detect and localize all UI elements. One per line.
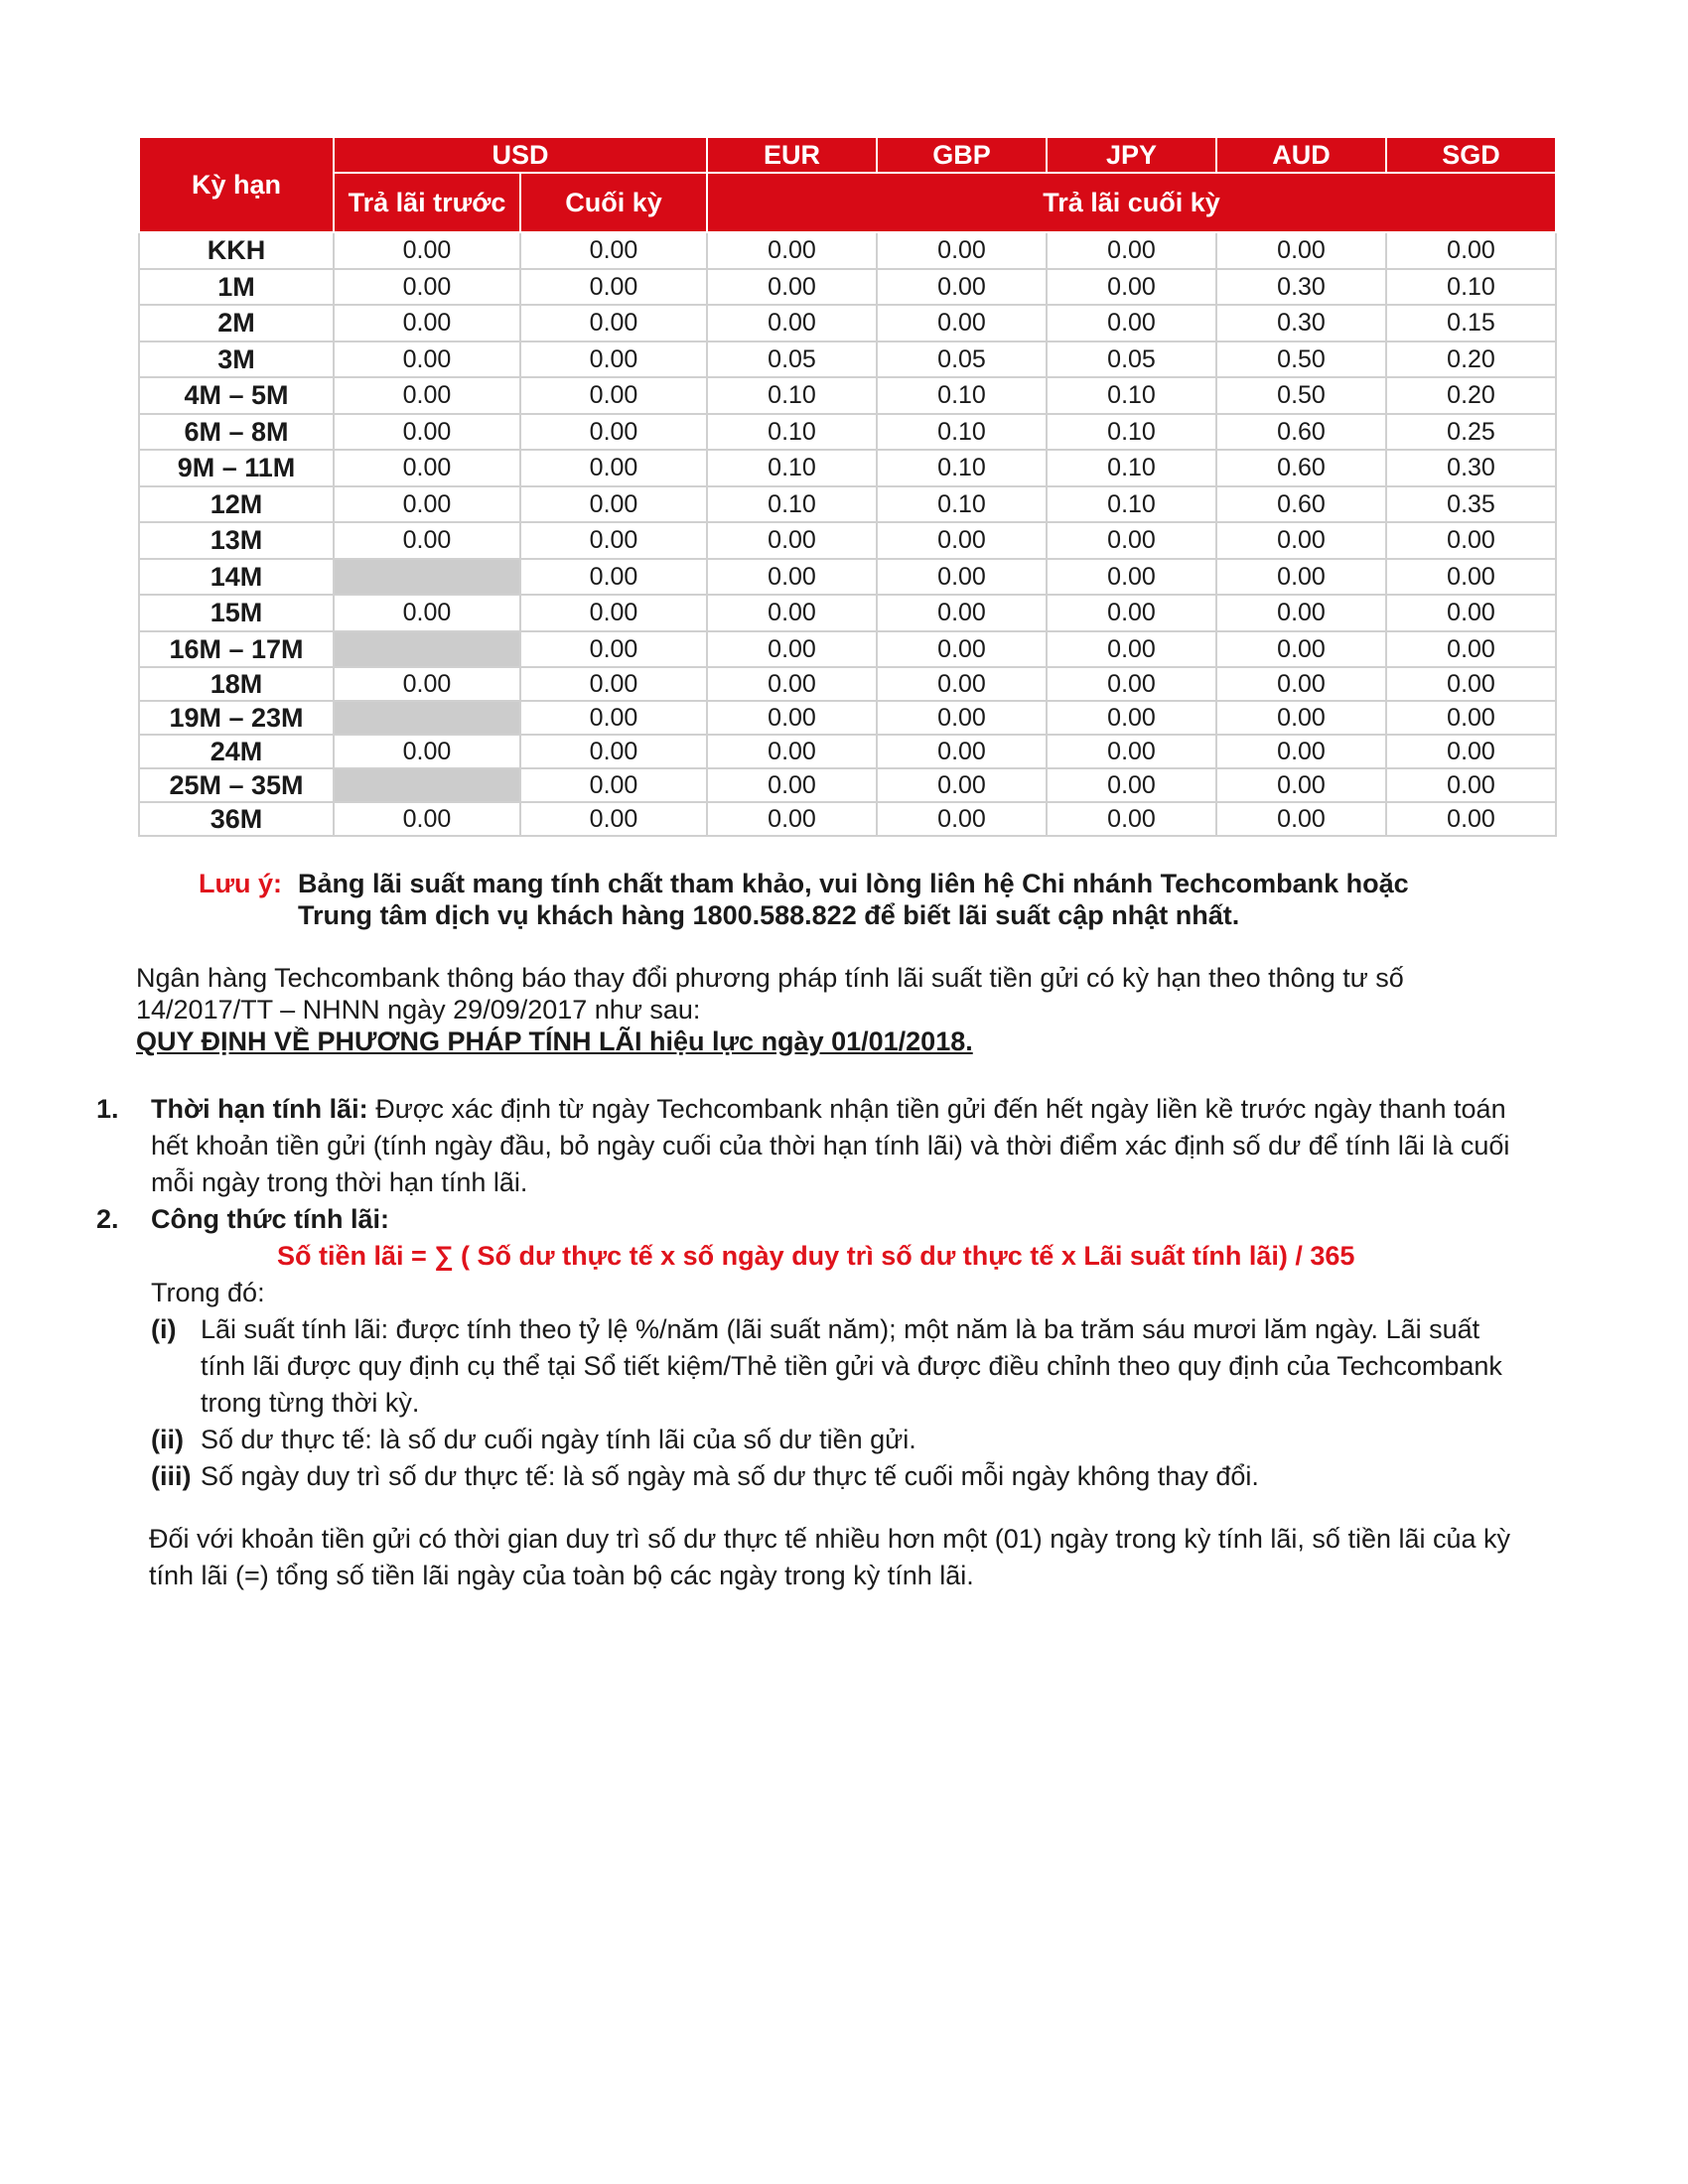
- rate-cell-aud: 0.00: [1216, 631, 1386, 668]
- rate-cell-aud: 0.60: [1216, 450, 1386, 486]
- term-cell: 16M – 17M: [139, 631, 334, 668]
- rate-cell-usd-end: 0.00: [520, 595, 707, 631]
- rate-cell-usd-end: 0.00: [520, 802, 707, 836]
- sub-i-line-1: Lãi suất tính lãi: được tính theo tỷ lệ %/năm (lãi suất năm); một năm là ba trăm sáu mươi lăm ngày. Lãi suất: [201, 1314, 1480, 1344]
- term-cell: 14M: [139, 559, 334, 596]
- interest-rate-table: [138, 136, 1557, 837]
- rate-cell-aud: 0.50: [1216, 377, 1386, 414]
- item-1-line-2: hết khoản tiền gửi (tính ngày đầu, bỏ ngày cuối của thời hạn tính lãi) và thời điểm xác định số dư để tính lãi là cuối: [151, 1131, 1510, 1160]
- table-row: [139, 802, 1556, 836]
- item-1-line-3: mỗi ngày trong thời hạn tính lãi.: [151, 1167, 528, 1197]
- table-row: [139, 735, 1556, 768]
- rate-cell-jpy: 0.00: [1047, 631, 1216, 668]
- rate-cell-gbp: 0.00: [877, 667, 1047, 701]
- rate-cell-aud: 0.50: [1216, 341, 1386, 378]
- table-row: [139, 667, 1556, 701]
- where-label: Trong đó:: [151, 1278, 265, 1307]
- rate-cell-gbp: 0.00: [877, 631, 1047, 668]
- rate-cell-gbp: 0.00: [877, 559, 1047, 596]
- rate-cell-aud: 0.00: [1216, 701, 1386, 735]
- rate-cell-usd-pre: 0.00: [334, 667, 520, 701]
- table-row: [139, 450, 1556, 486]
- term-cell: 4M – 5M: [139, 377, 334, 414]
- rate-cell-usd-pre: 0.00: [334, 450, 520, 486]
- sub-list: [151, 1311, 1566, 1495]
- rate-cell-usd-end: 0.00: [520, 305, 707, 341]
- item-1-heading: Thời hạn tính lãi:: [151, 1094, 368, 1124]
- term-column-header: Kỳ hạn: [139, 137, 334, 232]
- rate-cell-gbp: 0.00: [877, 735, 1047, 768]
- rate-cell-eur: 0.00: [707, 595, 877, 631]
- table-row: [139, 269, 1556, 306]
- rate-cell-jpy: 0.00: [1047, 802, 1216, 836]
- note-text-2: Trung tâm dịch vụ khách hàng 1800.588.822 để biết lãi suất cập nhật nhất.: [298, 900, 1240, 930]
- rate-cell-gbp: 0.00: [877, 701, 1047, 735]
- table-row: [139, 232, 1556, 269]
- table-header: [139, 137, 1556, 232]
- rate-cell-usd-end: 0.00: [520, 522, 707, 559]
- empty-rate-cell: [334, 559, 520, 596]
- rate-cell-jpy: 0.10: [1047, 450, 1216, 486]
- sub-number-i: (i): [151, 1314, 177, 1344]
- term-cell: 6M – 8M: [139, 414, 334, 451]
- sub-number-iii: (iii): [151, 1461, 192, 1491]
- rate-cell-usd-pre: 0.00: [334, 735, 520, 768]
- rate-cell-eur: 0.00: [707, 559, 877, 596]
- rate-cell-jpy: 0.00: [1047, 559, 1216, 596]
- rate-cell-sgd: 0.10: [1386, 269, 1556, 306]
- term-cell: 24M: [139, 735, 334, 768]
- intro-line-1: Ngân hàng Techcombank thông báo thay đổi phương pháp tính lãi suất tiền gửi có kỳ hạn theo thông tư số: [136, 963, 1404, 993]
- table-row: [139, 768, 1556, 802]
- rate-cell-usd-end: 0.00: [520, 377, 707, 414]
- rate-cell-sgd: 0.00: [1386, 701, 1556, 735]
- rate-cell-usd-end: 0.00: [520, 631, 707, 668]
- closing-line-2: tính lãi (=) tổng số tiền lãi ngày của toàn bộ các ngày trong kỳ tính lãi.: [149, 1561, 974, 1590]
- rate-cell-jpy: 0.10: [1047, 414, 1216, 451]
- rate-cell-usd-end: 0.00: [520, 414, 707, 451]
- table-row: [139, 377, 1556, 414]
- rate-cell-jpy: 0.00: [1047, 735, 1216, 768]
- usd-header: USD: [334, 137, 707, 173]
- sub-item-iii: [151, 1458, 1566, 1495]
- rate-cell-eur: 0.00: [707, 667, 877, 701]
- rate-cell-eur: 0.00: [707, 768, 877, 802]
- rate-cell-gbp: 0.00: [877, 522, 1047, 559]
- sub-iii-text: Số ngày duy trì số dư thực tế: là số ngày mà số dư thực tế cuối mỗi ngày không thay đổi.: [201, 1461, 1259, 1491]
- rate-cell-sgd: 0.00: [1386, 735, 1556, 768]
- rate-cell-usd-pre: 0.00: [334, 377, 520, 414]
- sub-i-line-3: trong từng thời kỳ.: [201, 1388, 420, 1418]
- rate-cell-eur: 0.05: [707, 341, 877, 378]
- note-line-1: [199, 868, 1499, 899]
- rate-cell-eur: 0.00: [707, 305, 877, 341]
- table-row: [139, 341, 1556, 378]
- term-cell: 3M: [139, 341, 334, 378]
- rate-cell-sgd: 0.00: [1386, 768, 1556, 802]
- eur-header: EUR: [707, 137, 877, 173]
- list-item-2: [96, 1201, 1566, 1495]
- rate-cell-usd-pre: 0.00: [334, 802, 520, 836]
- rate-cell-usd-end: 0.00: [520, 341, 707, 378]
- end-of-term-header: Trả lãi cuối kỳ: [707, 173, 1556, 232]
- term-cell: KKH: [139, 232, 334, 269]
- term-cell: 2M: [139, 305, 334, 341]
- usd-prepaid-header: Trả lãi trước: [334, 173, 520, 232]
- rate-cell-gbp: 0.00: [877, 305, 1047, 341]
- rate-cell-eur: 0.10: [707, 450, 877, 486]
- rate-cell-usd-end: 0.00: [520, 232, 707, 269]
- rate-cell-gbp: 0.10: [877, 486, 1047, 523]
- rate-cell-gbp: 0.10: [877, 414, 1047, 451]
- interest-formula: Số tiền lãi = ∑ ( Số dư thực tế x số ngày duy trì số dư thực tế x Lãi suất tính lãi) / 365: [277, 1241, 1355, 1271]
- item-1-line-1: [151, 1091, 1566, 1128]
- rate-cell-gbp: 0.00: [877, 232, 1047, 269]
- term-cell: 9M – 11M: [139, 450, 334, 486]
- list-item-1: [96, 1091, 1566, 1201]
- rate-cell-sgd: 0.00: [1386, 595, 1556, 631]
- term-cell: 13M: [139, 522, 334, 559]
- rate-cell-usd-end: 0.00: [520, 450, 707, 486]
- rate-cell-aud: 0.30: [1216, 305, 1386, 341]
- item-2-heading: Công thức tính lãi:: [151, 1204, 390, 1234]
- rate-cell-usd-end: 0.00: [520, 701, 707, 735]
- rate-cell-gbp: 0.00: [877, 269, 1047, 306]
- rate-cell-sgd: 0.00: [1386, 559, 1556, 596]
- rate-cell-sgd: 0.20: [1386, 377, 1556, 414]
- rate-cell-usd-pre: 0.00: [334, 269, 520, 306]
- rate-cell-eur: 0.00: [707, 701, 877, 735]
- term-cell: 18M: [139, 667, 334, 701]
- numbered-list: [96, 1091, 1566, 1495]
- rate-cell-gbp: 0.05: [877, 341, 1047, 378]
- rate-cell-jpy: 0.00: [1047, 768, 1216, 802]
- table-row: [139, 595, 1556, 631]
- rate-cell-eur: 0.00: [707, 522, 877, 559]
- rate-cell-jpy: 0.00: [1047, 305, 1216, 341]
- rate-cell-usd-end: 0.00: [520, 486, 707, 523]
- rate-cell-sgd: 0.00: [1386, 667, 1556, 701]
- rate-cell-jpy: 0.00: [1047, 701, 1216, 735]
- sub-ii-text: Số dư thực tế: là số dư cuối ngày tính lãi của số dư tiền gửi.: [201, 1425, 916, 1454]
- rate-cell-gbp: 0.00: [877, 768, 1047, 802]
- usd-end-header: Cuối kỳ: [520, 173, 707, 232]
- rate-cell-usd-pre: 0.00: [334, 522, 520, 559]
- rate-cell-eur: 0.00: [707, 631, 877, 668]
- intro-block: [136, 962, 1566, 1057]
- sub-item-i: [151, 1311, 1566, 1422]
- note-label: Lưu ý:: [199, 869, 283, 898]
- rate-cell-jpy: 0.00: [1047, 667, 1216, 701]
- rate-cell-aud: 0.00: [1216, 667, 1386, 701]
- item-1-text: Được xác định từ ngày Techcombank nhận tiền gửi đến hết ngày liền kề trước ngày thanh toán: [375, 1094, 1506, 1124]
- rate-cell-gbp: 0.00: [877, 802, 1047, 836]
- rate-cell-sgd: 0.00: [1386, 232, 1556, 269]
- rate-cell-aud: 0.00: [1216, 802, 1386, 836]
- table-row: [139, 559, 1556, 596]
- rate-cell-gbp: 0.00: [877, 595, 1047, 631]
- empty-rate-cell: [334, 701, 520, 735]
- term-cell: 1M: [139, 269, 334, 306]
- sub-i-line-2: tính lãi được quy định cụ thể tại Sổ tiết kiệm/Thẻ tiền gửi và được điều chỉnh theo quy định của Techcombank: [201, 1351, 1502, 1381]
- rate-cell-sgd: 0.35: [1386, 486, 1556, 523]
- aud-header: AUD: [1216, 137, 1386, 173]
- table-row: [139, 414, 1556, 451]
- rate-cell-eur: 0.00: [707, 232, 877, 269]
- intro-line-2: 14/2017/TT – NHNN ngày 29/09/2017 như sau:: [136, 995, 701, 1024]
- empty-rate-cell: [334, 768, 520, 802]
- sub-item-ii: [151, 1422, 1566, 1458]
- rate-cell-jpy: 0.00: [1047, 522, 1216, 559]
- term-cell: 12M: [139, 486, 334, 523]
- rate-cell-aud: 0.00: [1216, 559, 1386, 596]
- empty-rate-cell: [334, 631, 520, 668]
- rate-cell-gbp: 0.10: [877, 450, 1047, 486]
- rate-cell-aud: 0.00: [1216, 768, 1386, 802]
- rate-cell-usd-end: 0.00: [520, 269, 707, 306]
- term-cell: 19M – 23M: [139, 701, 334, 735]
- closing-paragraph: [149, 1521, 1559, 1594]
- term-cell: 36M: [139, 802, 334, 836]
- table-row: [139, 305, 1556, 341]
- sub-number-ii: (ii): [151, 1425, 184, 1454]
- rate-cell-aud: 0.00: [1216, 735, 1386, 768]
- rate-cell-usd-end: 0.00: [520, 735, 707, 768]
- table-row: [139, 522, 1556, 559]
- term-cell: 25M – 35M: [139, 768, 334, 802]
- rate-cell-sgd: 0.30: [1386, 450, 1556, 486]
- term-cell: 15M: [139, 595, 334, 631]
- rate-cell-eur: 0.10: [707, 486, 877, 523]
- jpy-header: JPY: [1047, 137, 1216, 173]
- note-text-1: Bảng lãi suất mang tính chất tham khảo, vui lòng liên hệ Chi nhánh Techcombank hoặc: [298, 869, 1409, 898]
- rate-cell-eur: 0.00: [707, 735, 877, 768]
- rate-cell-usd-pre: 0.00: [334, 232, 520, 269]
- rate-cell-aud: 0.60: [1216, 486, 1386, 523]
- rate-cell-usd-pre: 0.00: [334, 486, 520, 523]
- rate-cell-sgd: 0.00: [1386, 522, 1556, 559]
- rate-cell-jpy: 0.10: [1047, 377, 1216, 414]
- table-body: [139, 232, 1556, 836]
- list-number-1: 1.: [96, 1094, 119, 1124]
- rate-cell-aud: 0.30: [1216, 269, 1386, 306]
- rate-cell-jpy: 0.00: [1047, 269, 1216, 306]
- rate-cell-gbp: 0.10: [877, 377, 1047, 414]
- rate-cell-sgd: 0.00: [1386, 631, 1556, 668]
- rate-cell-eur: 0.00: [707, 802, 877, 836]
- rate-cell-jpy: 0.00: [1047, 595, 1216, 631]
- gbp-header: GBP: [877, 137, 1047, 173]
- table-row: [139, 631, 1556, 668]
- table-row: [139, 701, 1556, 735]
- rate-cell-aud: 0.60: [1216, 414, 1386, 451]
- rate-cell-aud: 0.00: [1216, 522, 1386, 559]
- table-row: [139, 486, 1556, 523]
- rate-cell-usd-end: 0.00: [520, 768, 707, 802]
- rate-cell-eur: 0.00: [707, 269, 877, 306]
- rate-cell-usd-pre: 0.00: [334, 341, 520, 378]
- rate-cell-sgd: 0.15: [1386, 305, 1556, 341]
- rate-cell-jpy: 0.05: [1047, 341, 1216, 378]
- rate-cell-aud: 0.00: [1216, 595, 1386, 631]
- rate-cell-usd-end: 0.00: [520, 667, 707, 701]
- rate-cell-usd-pre: 0.00: [334, 595, 520, 631]
- sgd-header: SGD: [1386, 137, 1556, 173]
- rate-cell-jpy: 0.00: [1047, 232, 1216, 269]
- rate-cell-eur: 0.10: [707, 377, 877, 414]
- rate-cell-sgd: 0.20: [1386, 341, 1556, 378]
- note-block: [199, 868, 1499, 931]
- rate-cell-aud: 0.00: [1216, 232, 1386, 269]
- closing-line-1: Đối với khoản tiền gửi có thời gian duy trì số dư thực tế nhiều hơn một (01) ngày trong kỳ tính lãi, số tiền lãi của kỳ: [149, 1524, 1511, 1554]
- regulation-title: QUY ĐỊNH VỀ PHƯƠNG PHÁP TÍNH LÃI hiệu lực ngày 01/01/2018.: [136, 1026, 973, 1056]
- rate-cell-eur: 0.10: [707, 414, 877, 451]
- rate-cell-usd-end: 0.00: [520, 559, 707, 596]
- rate-cell-sgd: 0.00: [1386, 802, 1556, 836]
- rate-cell-jpy: 0.10: [1047, 486, 1216, 523]
- rate-cell-sgd: 0.25: [1386, 414, 1556, 451]
- rate-cell-usd-pre: 0.00: [334, 305, 520, 341]
- rate-cell-usd-pre: 0.00: [334, 414, 520, 451]
- list-number-2: 2.: [96, 1204, 119, 1234]
